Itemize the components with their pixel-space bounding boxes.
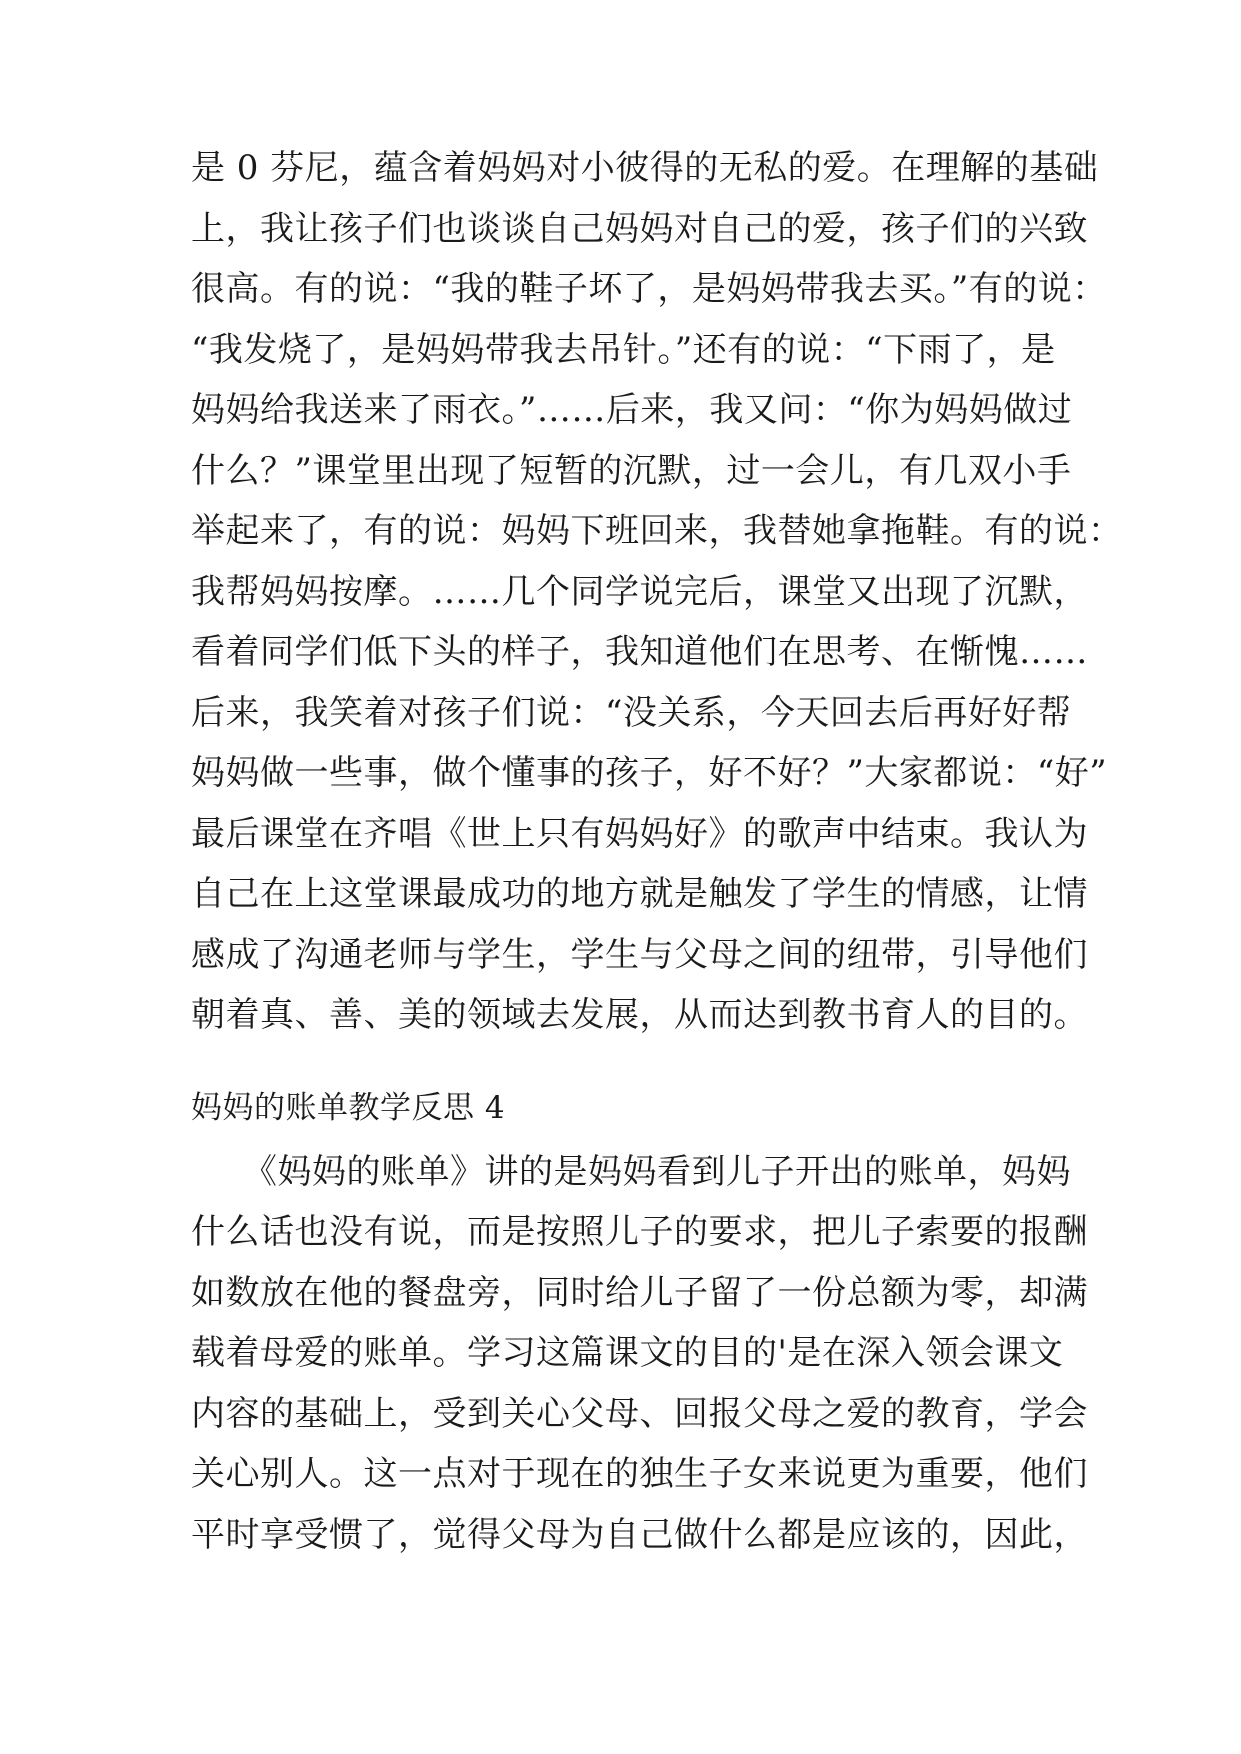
paragraph-line: 看着同学们低下头的样子，我知道他们在思考、在惭愧…… bbox=[191, 632, 1088, 672]
paragraph-line: 上，我让孩子们也谈谈自己妈妈对自己的爱，孩子们的兴致 bbox=[191, 209, 1088, 249]
paragraph-line: 后来，我笑着对孩子们说：“没关系，今天回去后再好好帮 bbox=[191, 693, 1072, 733]
paragraph-line: 朝着真、善、美的领域去发展，从而达到教书育人的目的。 bbox=[191, 995, 1088, 1035]
paragraph-line: 什么话也没有说，而是按照儿子的要求，把儿子索要的报酬 bbox=[191, 1212, 1088, 1252]
paragraph-line: 最后课堂在齐唱《世上只有妈妈好》的歌声中结束。我认为 bbox=[191, 814, 1088, 854]
paragraph-line: 载着母爱的账单。学习这篇课文的目的'是在深入领会课文 bbox=[191, 1333, 1064, 1373]
paragraph-line: “我发烧了，是妈妈带我去吊针。”还有的说：“下雨了，是 bbox=[191, 330, 1056, 370]
paragraph-line: 妈妈做一些事，做个懂事的孩子，好不好？”大家都说：“好” bbox=[191, 753, 1108, 793]
paragraph-line: 内容的基础上，受到关心父母、回报父母之爱的教育，学会 bbox=[191, 1394, 1088, 1434]
paragraph-line: 是 0 芬尼，蕴含着妈妈对小彼得的无私的爱。在理解的基础 bbox=[191, 148, 1099, 188]
paragraph-line: 自己在上这堂课最成功的地方就是触发了学生的情感，让情 bbox=[191, 874, 1088, 914]
paragraph-line: 如数放在他的餐盘旁，同时给儿子留了一份总额为零，却满 bbox=[191, 1273, 1088, 1313]
paragraph-line: 很高。有的说：“我的鞋子坏了，是妈妈带我去买。”有的说： bbox=[191, 269, 1107, 309]
paragraph-line: 什么？”课堂里出现了短暂的沉默，过一会儿，有几双小手 bbox=[191, 451, 1072, 491]
section-title: 妈妈的账单教学反思 4 bbox=[191, 1090, 506, 1126]
paragraph-line: 关心别人。这一点对于现在的独生子女来说更为重要，他们 bbox=[191, 1454, 1088, 1494]
paragraph-line: 妈妈给我送来了雨衣。”……后来，我又问：“你为妈妈做过 bbox=[191, 390, 1073, 430]
paragraph-line: 我帮妈妈按摩。……几个同学说完后，课堂又出现了沉默， bbox=[191, 572, 1088, 612]
paragraph-line: 《妈妈的账单》讲的是妈妈看到儿子开出的账单，妈妈 bbox=[191, 1152, 1071, 1192]
paragraph-line: 平时享受惯了，觉得父母为自己做什么都是应该的，因此， bbox=[191, 1515, 1088, 1555]
paragraph-line: 感成了沟通老师与学生，学生与父母之间的纽带，引导他们 bbox=[191, 935, 1088, 975]
paragraph-line: 举起来了，有的说：妈妈下班回来，我替她拿拖鞋。有的说： bbox=[191, 511, 1123, 551]
